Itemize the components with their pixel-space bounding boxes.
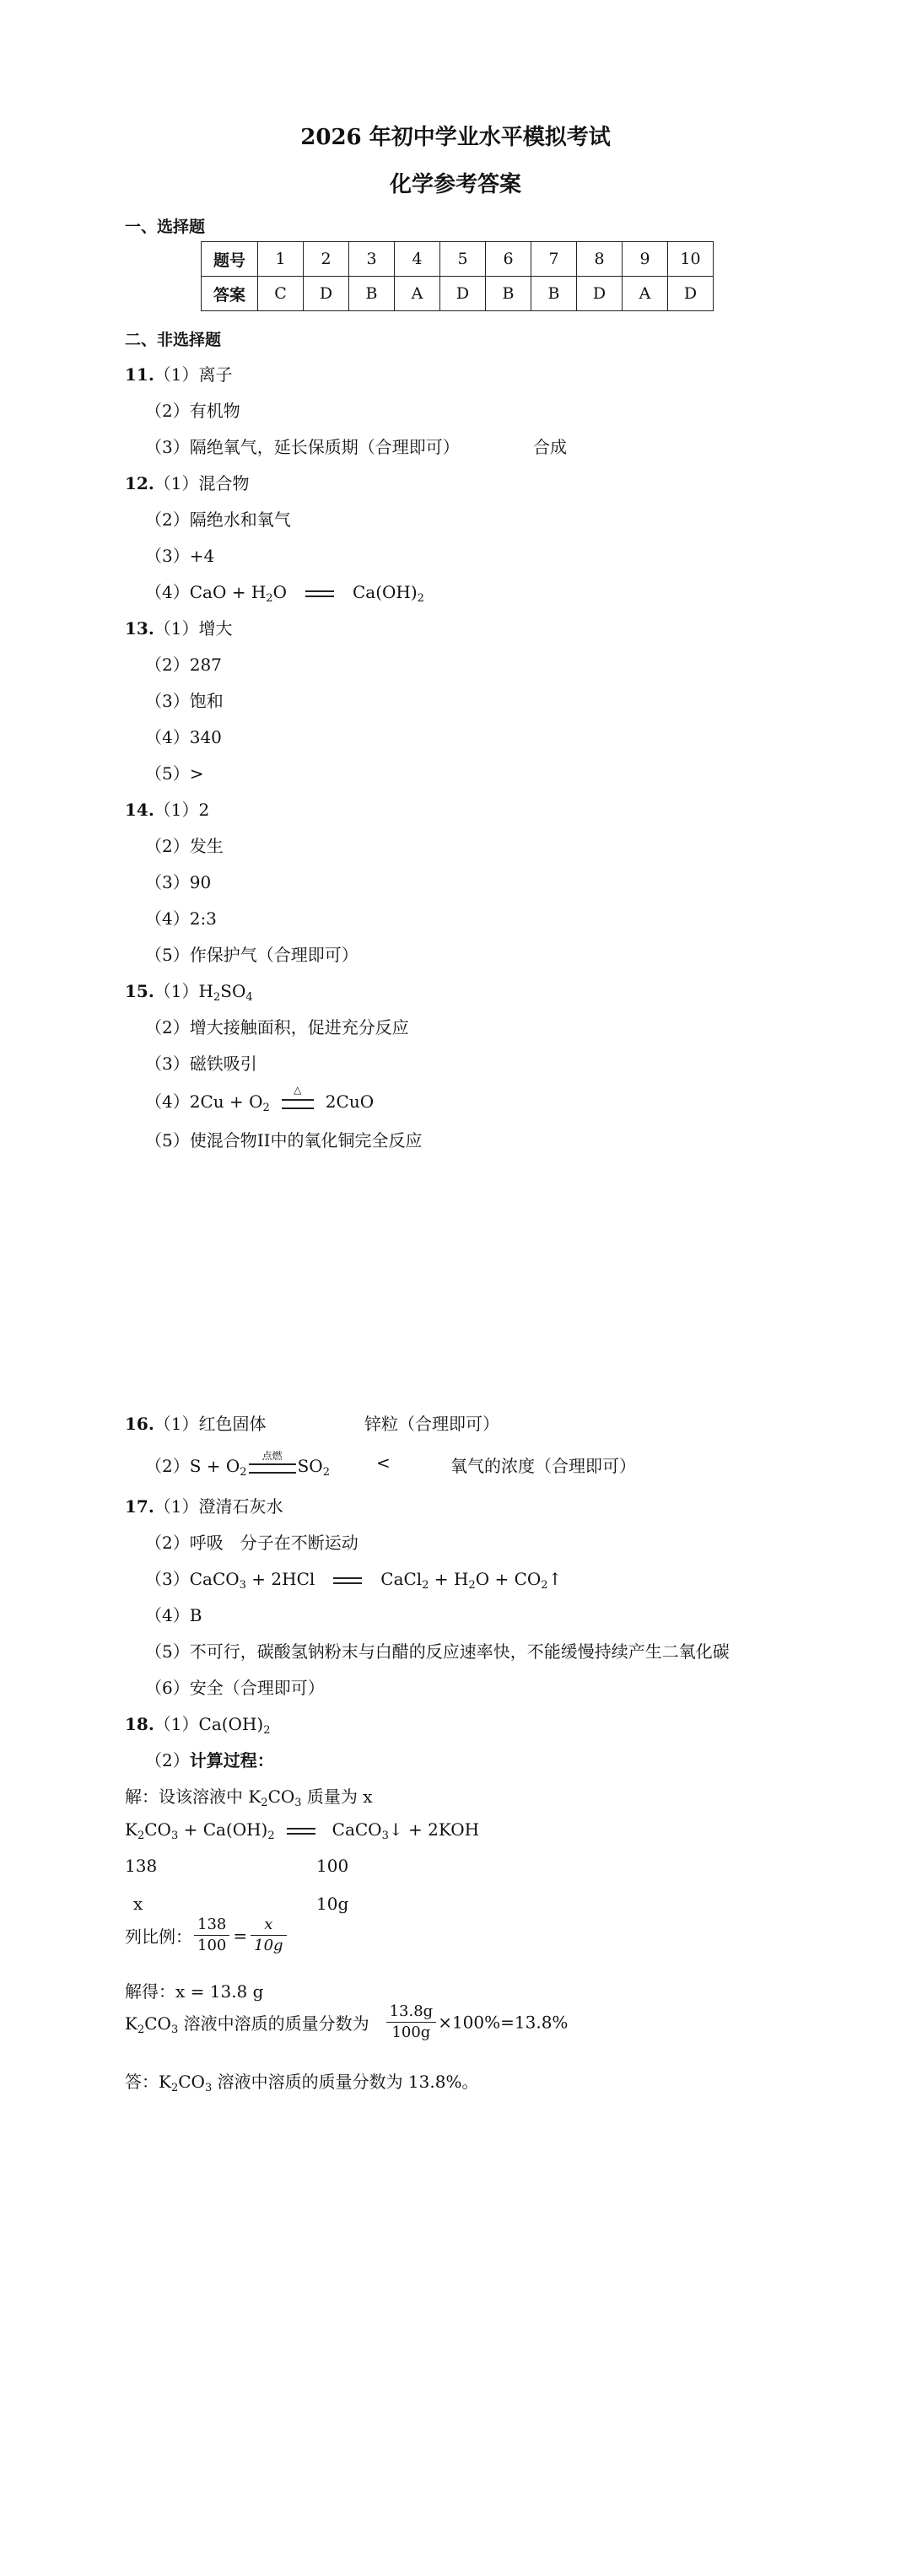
q18-answer-2-heading: （2）计算过程： — [145, 1750, 274, 1770]
answer-subtitle: 化学参考答案 — [389, 172, 521, 197]
q18-molar-mass-2: 100 — [316, 1856, 349, 1876]
q18-answer-1: $18.(1)Ca(OH)_2$ — [125, 1714, 271, 1737]
q18-proportion: 列比例： $\frac{138}{100}$ = $\frac{x}{10g}$ — [125, 1915, 288, 1956]
q11-answer-3: （3）隔绝氧气，延长保质期（合理即可） — [145, 437, 460, 457]
ignition-condition-icon: 点燃 — [249, 1462, 296, 1474]
q17-answer-4: （4）B — [145, 1605, 202, 1625]
heating-condition-icon: △ — [282, 1097, 314, 1109]
question-number: 2 — [304, 242, 349, 277]
exam-title: 2026 年初中学业水平模拟考试 — [300, 125, 611, 150]
answer-table — [201, 241, 714, 311]
table-row-answers — [202, 277, 714, 311]
answer-cell: B — [486, 277, 531, 311]
q14-answer-1: 14.（1）2 — [125, 800, 210, 820]
q16-answer-1: 16.（1）红色固体 — [125, 1414, 267, 1434]
answer-cell: B — [531, 277, 577, 311]
q14-answer-2: （2）发生 — [145, 836, 224, 856]
q17-answer-6: （6）安全（合理即可） — [145, 1678, 325, 1698]
row-label-question: 题号 — [202, 242, 258, 277]
equals-sign-icon — [333, 1576, 362, 1586]
q11-answer-1: 11.（1）离子 — [125, 364, 233, 385]
answer-cell: A — [395, 277, 440, 311]
q17-answer-2: （2）呼吸 分子在不断运动 — [145, 1533, 358, 1553]
q14-answer-3: （3）90 — [145, 872, 212, 892]
q17-answer-3-equation: （3）CaCO$_3$ + 2HCl CaCl$_2$ + $H_2O$ + $CO_2↑$ — [145, 1569, 563, 1592]
q12-answer-3: （3）+4 — [145, 546, 215, 566]
q13-answer-2: （2）287 — [145, 655, 222, 675]
q11-answer-3b: 合成 — [533, 437, 567, 457]
q13-answer-3: （3）饱和 — [145, 691, 224, 711]
equals-sign-icon — [287, 1826, 315, 1836]
q13-answer-5: （5）> — [145, 763, 204, 784]
fraction: $\frac{138}{100}$ — [194, 1915, 229, 1956]
answer-cell: B — [349, 277, 395, 311]
q13-answer-1: 13.（1）增大 — [125, 618, 233, 639]
q13-answer-4: （4）340 — [145, 727, 222, 747]
q15-answer-2: （2）增大接触面积，促进充分反应 — [145, 1017, 409, 1037]
q17-answer-5: （5）不可行，碳酸氢钠粉末与白醋的反应速率快，不能缓慢持续产生二氧化碳 — [145, 1641, 730, 1662]
q12-answer-4-equation: $(4)CaO + H_2O$ $Ca(OH)_2$ — [145, 582, 424, 605]
question-number: 9 — [623, 242, 668, 277]
question-number: 3 — [349, 242, 395, 277]
section-non-choice-title: 二、非选择题 — [125, 331, 222, 349]
q18-unknown-mass: x — [133, 1894, 143, 1914]
q15-answer-3: （3）磁铁吸引 — [145, 1054, 257, 1074]
q16-answer-1b: 锌粒（合理即可） — [364, 1414, 499, 1434]
question-number: 4 — [395, 242, 440, 277]
section-multiple-choice-title: 一、选择题 — [125, 218, 206, 236]
q12-answer-2: （2）隔绝水和氧气 — [145, 509, 291, 530]
q16-answer-2c: 氧气的浓度（合理即可） — [450, 1456, 636, 1476]
equals-sign-icon — [305, 589, 334, 599]
row-label-answer: 答案 — [202, 277, 258, 311]
answer-cell: A — [623, 277, 668, 311]
answer-cell: D — [304, 277, 349, 311]
question-number: 6 — [486, 242, 531, 277]
question-number: 1 — [258, 242, 304, 277]
q18-known-mass: 10g — [316, 1894, 349, 1914]
question-number: 10 — [668, 242, 714, 277]
question-number: 7 — [531, 242, 577, 277]
answer-cell: C — [258, 277, 304, 311]
q14-answer-4: （4）2:3 — [145, 908, 217, 929]
q18-solve-result: 解得：x = 13.8 g — [125, 1981, 264, 2002]
q18-solution-setup: 解：设该溶液中 $K_2CO_3$ 质量为 x — [125, 1786, 373, 1809]
q18-mass-fraction-calculation: $K_2CO_3$ 溶液中溶质的质量分数为 $\frac{13.8g}{100g}$ ×100%=13.8% — [125, 2002, 569, 2041]
fraction: $\frac{13.8g}{100g}$ — [386, 2002, 437, 2043]
answer-cell: D — [668, 277, 714, 311]
q15-answer-5: （5）使混合物II中的氧化铜完全反应 — [145, 1130, 423, 1151]
q18-molar-mass-1: 138 — [125, 1856, 158, 1876]
question-number: 5 — [440, 242, 486, 277]
q16-answer-2-equation: $(2)S + O_2$ 点燃 $SO_2$ — [145, 1449, 330, 1479]
question-number: 8 — [577, 242, 623, 277]
q17-answer-1: 17.（1）澄清石灰水 — [125, 1496, 283, 1517]
q12-answer-1: 12.（1）混合物 — [125, 473, 250, 493]
table-row-question-numbers — [202, 242, 714, 277]
q18-final-answer: 答：$K_2CO_3$ 溶液中溶质的质量分数为 13.8%。 — [125, 2072, 479, 2094]
q16-answer-2b: < — [376, 1452, 391, 1473]
answer-cell: D — [577, 277, 623, 311]
q18-reaction-equation: $K_2CO_3 + Ca(OH)_2$ CaCO$_3$↓ + 2KOH — [125, 1819, 480, 1842]
q14-answer-5: （5）作保护气（合理即可） — [145, 945, 358, 965]
answer-cell: D — [440, 277, 486, 311]
q15-answer-4-equation: $(4)2Cu + O_2$ △ 2CuO — [145, 1083, 375, 1114]
q15-answer-1: $15.(1)H_2SO_4$ — [125, 981, 253, 1004]
fraction: $\frac{x}{10g}$ — [251, 1915, 286, 1956]
q11-answer-2: （2）有机物 — [145, 401, 240, 421]
q11-number: 11. — [125, 364, 154, 385]
